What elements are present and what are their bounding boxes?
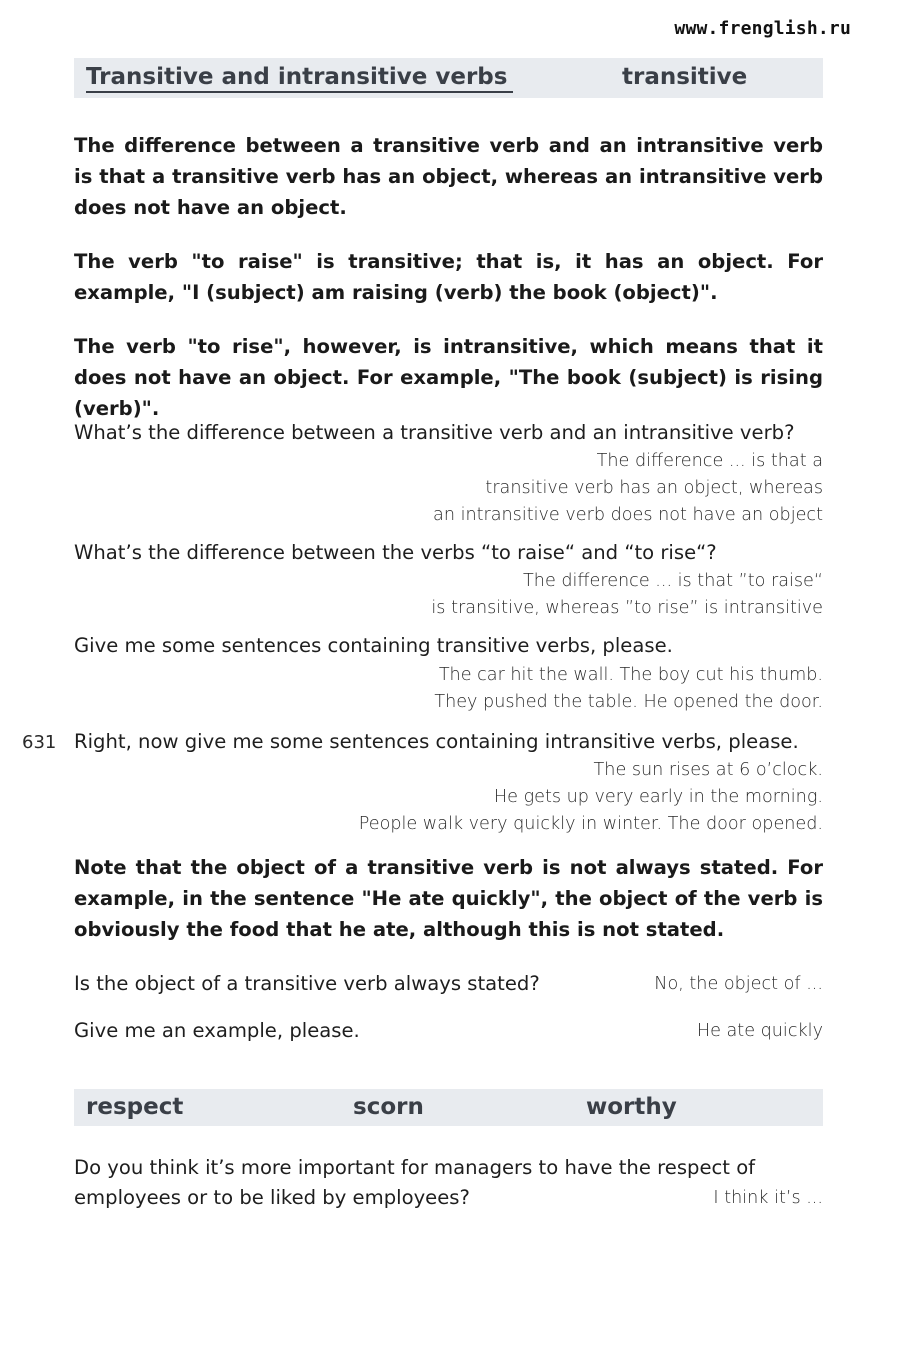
answer-line: They pushed the table. He opened the door. xyxy=(434,692,823,712)
answer xyxy=(434,662,823,716)
answer: I think it’s ... xyxy=(713,1188,823,1208)
note-paragraph: Note that the object of a transitive verb is not always stated. For example, in the sentence "He ate quickly", the object of the verb is obviously the food that he ate, although this is not stated. xyxy=(74,856,823,941)
vocabulary-bar xyxy=(74,1089,823,1126)
question: Do you think it’s more important for managers to have the respect of xyxy=(74,1156,756,1179)
explanation-paragraph: The verb "to rise", however, is intransitive, which means that it does not have an object. For example, "The book (subject) is rising (verb)". xyxy=(74,335,823,420)
answer xyxy=(359,757,823,838)
question: Give me an example, please. xyxy=(74,1019,360,1042)
explanation-paragraph: The difference between a transitive verb and an intransitive verb is that a transitive verb has an object, whereas an intransitive verb does not have an object. xyxy=(74,134,823,219)
section-title: Transitive and intransitive verbs xyxy=(86,64,513,93)
answer-line: People walk very quickly in winter. The door opened. xyxy=(358,814,823,834)
answer: No, the object of ... xyxy=(654,974,823,994)
vocabulary-word: worthy xyxy=(586,1094,677,1120)
answer-line: The difference ... is that a xyxy=(596,451,823,471)
answer-line: The difference ... is that ”to raise“ xyxy=(523,571,823,591)
answer-line: The car hit the wall. The boy cut his thumb. xyxy=(438,665,823,685)
answer-line: is transitive, whereas ”to rise” is intransitive xyxy=(431,598,823,618)
question: Right, now give me some sentences containing intransitive verbs, please. xyxy=(74,730,799,753)
line-number: 631 xyxy=(22,732,57,753)
site-url: www.frenglish.ru xyxy=(674,18,851,39)
vocabulary-word: scorn xyxy=(353,1094,424,1120)
answer: He ate quickly xyxy=(696,1021,823,1041)
question: employees or to be liked by employees? xyxy=(74,1186,470,1209)
section-keyword: transitive xyxy=(622,64,748,90)
answer xyxy=(431,568,823,622)
answer-line: an intransitive verb does not have an object xyxy=(433,505,823,525)
section-title-bar xyxy=(74,58,823,98)
answer xyxy=(433,448,823,529)
answer-line: The sun rises at 6 o’clock. xyxy=(593,760,823,780)
explanation-paragraph: The verb "to raise" is transitive; that is, it has an object. For example, "I (subject) am raising (verb) the book (object)". xyxy=(74,250,823,304)
question: Give me some sentences containing transitive verbs, please. xyxy=(74,634,673,657)
question: What’s the difference between a transitive verb and an intransitive verb? xyxy=(74,421,795,444)
vocabulary-word: respect xyxy=(86,1094,184,1120)
question: What’s the difference between the verbs “to raise“ and “to rise“? xyxy=(74,541,717,564)
answer-line: transitive verb has an object, whereas xyxy=(485,478,823,498)
answer-line: He gets up very early in the morning. xyxy=(493,787,823,807)
question: Is the object of a transitive verb always stated? xyxy=(74,972,540,995)
